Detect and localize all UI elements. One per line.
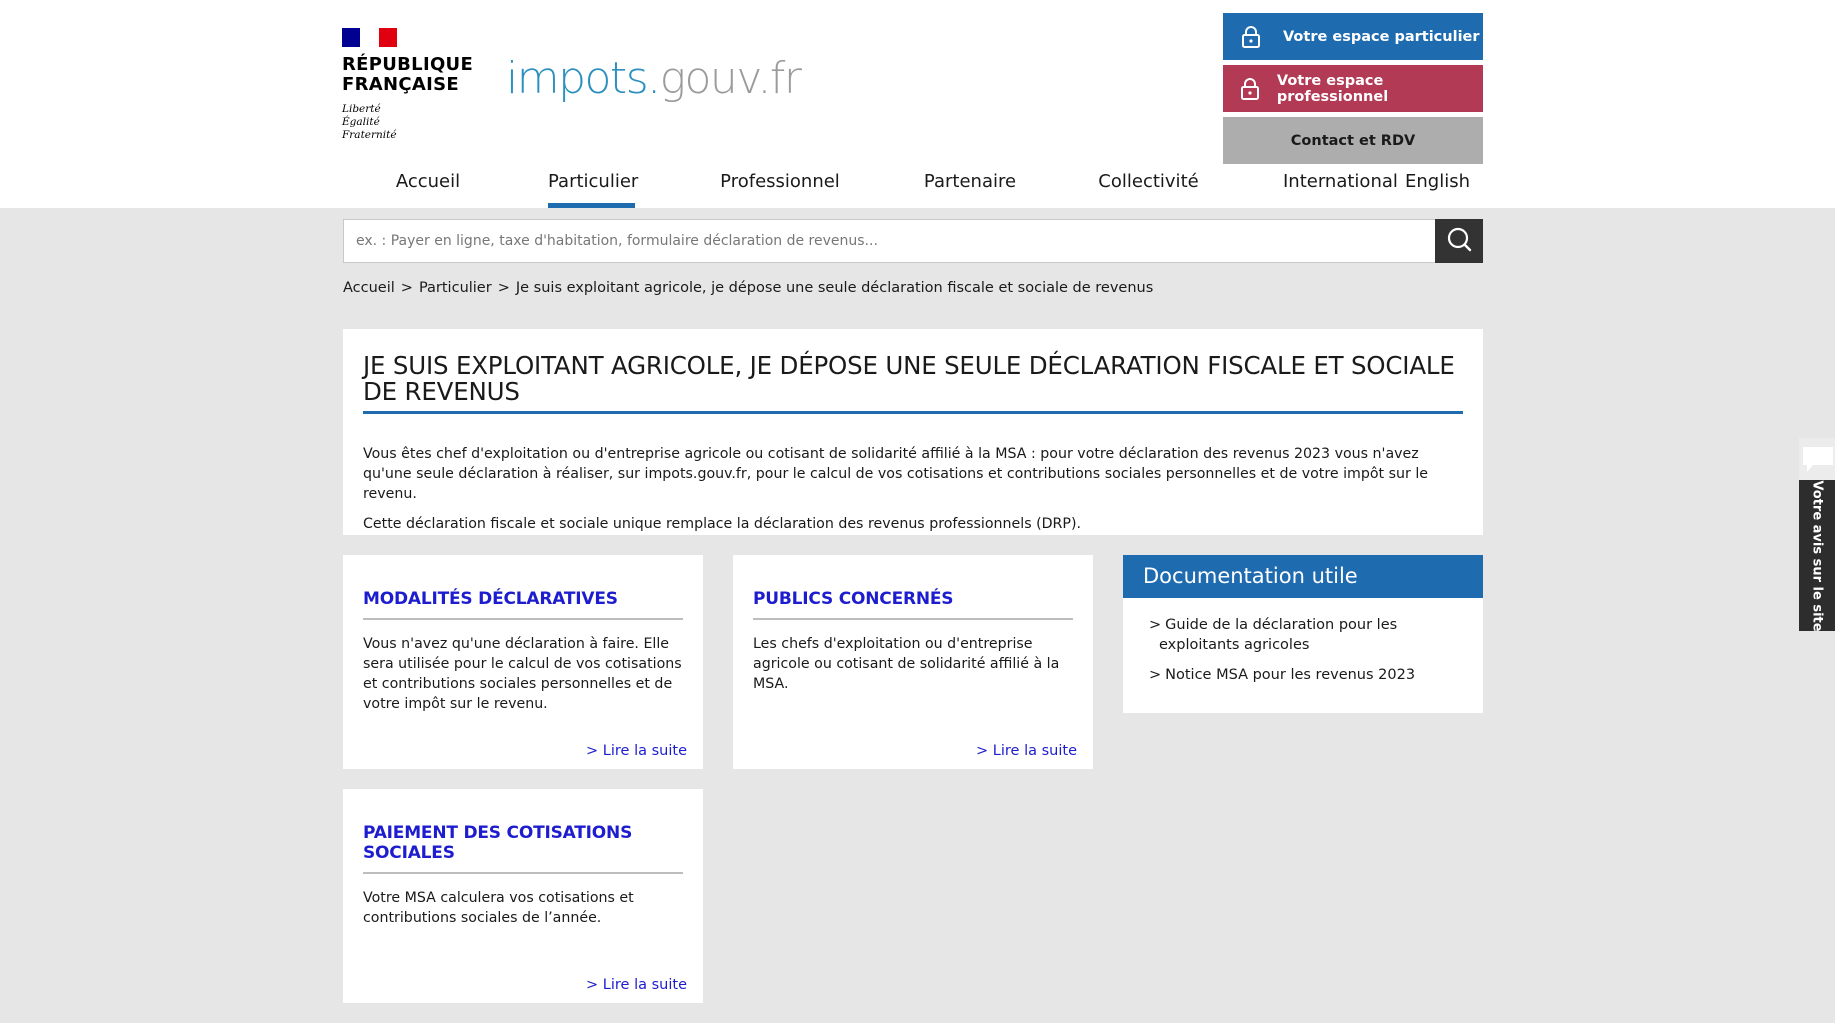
republique-francaise-logo[interactable] bbox=[342, 28, 482, 142]
nav-item-international[interactable]: International bbox=[1283, 171, 1398, 192]
impots-gouv-logo[interactable] bbox=[506, 54, 801, 104]
read-more-link[interactable]: > Lire la suite bbox=[586, 977, 687, 993]
search-button[interactable] bbox=[1435, 219, 1483, 263]
breadcrumb-item-particulier[interactable]: Particulier bbox=[418, 280, 492, 296]
search-input[interactable] bbox=[343, 219, 1435, 263]
nav-item-particulier[interactable]: Particulier bbox=[548, 168, 635, 208]
logo-part-impots: impots. bbox=[506, 53, 660, 104]
arrow-icon: > bbox=[1149, 667, 1162, 683]
documentation-title: Documentation utile bbox=[1123, 555, 1483, 598]
nav-item-collectivite[interactable]: Collectivité bbox=[1098, 171, 1199, 192]
espace-professionnel-button[interactable] bbox=[1223, 65, 1483, 112]
search-bar bbox=[343, 219, 1483, 263]
intro-paragraph: Cette déclaration fiscale et sociale unique remplace la déclaration des revenus professionnels (DRP). bbox=[363, 516, 1082, 532]
breadcrumb-separator: > bbox=[497, 280, 510, 296]
motto-liberte: Liberté bbox=[342, 103, 381, 115]
documentation-panel bbox=[1123, 555, 1483, 713]
nav-item-partenaire[interactable]: Partenaire bbox=[923, 171, 1017, 192]
intro-paragraph: Vous êtes chef d'exploitation ou d'entreprise agricole ou cotisant de solidarité affilié à la MSA : pour votre déclaration des revenus 2023 vous n'avez qu'une seule déclaration à réaliser, sur impots.gouv.fr, pour le calcul de vos cotisations et contributions sociales personnelles et de votre impôt sur le revenu. bbox=[363, 446, 1429, 502]
documentation-link[interactable] bbox=[1149, 665, 1463, 685]
breadcrumb-item-accueil[interactable]: Accueil bbox=[343, 280, 395, 296]
breadcrumb-item-current: Je suis exploitant agricole, je dépose une seule déclaration fiscale et sociale de revenus bbox=[515, 280, 1154, 296]
contact-rdv-button[interactable]: Contact et RDV bbox=[1223, 117, 1483, 164]
read-more-link[interactable]: > Lire la suite bbox=[976, 743, 1077, 759]
breadcrumb bbox=[343, 280, 1153, 296]
speech-bubble-icon[interactable] bbox=[1799, 438, 1835, 480]
card-publics-concernes bbox=[733, 555, 1093, 769]
card-text: Vous n'avez qu'une déclaration à faire. Elle sera utilisée pour le calcul de vos cotisations et contributions sociales personnelles et de votre impôt sur le revenu. bbox=[363, 636, 682, 712]
documentation-link-label: Notice MSA pour les revenus 2023 bbox=[1165, 667, 1416, 683]
nav-item-english[interactable]: English bbox=[1405, 171, 1470, 192]
card-title[interactable]: PAIEMENT DES COTISATIONS SOCIALES bbox=[363, 823, 683, 874]
espace-particulier-label: Votre espace particulier bbox=[1283, 28, 1480, 45]
nav-item-accueil[interactable]: Accueil bbox=[395, 171, 461, 192]
espace-professionnel-label: Votre espace professionnel bbox=[1276, 72, 1389, 105]
card-title[interactable]: PUBLICS CONCERNÉS bbox=[753, 589, 1073, 620]
search-icon bbox=[1446, 226, 1472, 256]
documentation-link-label: Guide de la déclaration pour les exploitants agricoles bbox=[1159, 617, 1398, 653]
lock-icon bbox=[1237, 75, 1263, 103]
card-paiement-cotisations bbox=[343, 789, 703, 1003]
documentation-link[interactable] bbox=[1149, 615, 1463, 655]
feedback-tab[interactable] bbox=[1799, 480, 1835, 631]
read-more-link[interactable]: > Lire la suite bbox=[586, 743, 687, 759]
motto-egalite: Égalité bbox=[342, 116, 380, 128]
espace-particulier-button[interactable] bbox=[1223, 13, 1483, 60]
main-navigation bbox=[0, 168, 1835, 208]
documentation-list bbox=[1123, 598, 1483, 685]
page-title: JE SUIS EXPLOITANT AGRICOLE, JE DÉPOSE UNE SEULE DÉCLARATION FISCALE ET SOCIALE DE REVENUS bbox=[363, 353, 1463, 414]
site-header bbox=[0, 0, 1835, 208]
french-flag-icon bbox=[342, 28, 397, 47]
arrow-icon: > bbox=[1149, 617, 1162, 633]
republique-motto bbox=[342, 103, 482, 142]
republique-name-line1: RÉPUBLIQUE bbox=[342, 54, 474, 75]
card-text: Les chefs d'exploitation ou d'entreprise agricole ou cotisant de solidarité affilié à la MSA. bbox=[753, 636, 1060, 692]
logo-part-gouv: gouv.fr bbox=[659, 53, 801, 104]
feedback-label: Votre avis sur le site bbox=[1809, 479, 1825, 632]
breadcrumb-separator: > bbox=[400, 280, 413, 296]
motto-fraternite: Fraternité bbox=[342, 129, 397, 141]
lock-icon bbox=[1237, 23, 1265, 51]
card-title[interactable]: MODALITÉS DÉCLARATIVES bbox=[363, 589, 683, 620]
card-text: Votre MSA calculera vos cotisations et contributions sociales de l’année. bbox=[363, 890, 634, 926]
intro-panel bbox=[343, 329, 1483, 535]
card-modalites-declaratives bbox=[343, 555, 703, 769]
republique-name-line2: FRANÇAISE bbox=[342, 74, 459, 95]
nav-item-professionnel[interactable]: Professionnel bbox=[720, 171, 840, 192]
